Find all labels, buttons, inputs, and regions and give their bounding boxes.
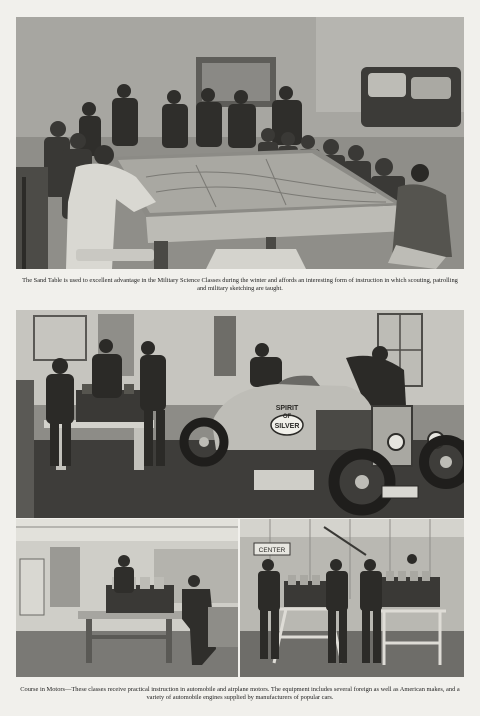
motors-workshop-drawing <box>16 310 464 518</box>
motors-workshop-photo <box>16 310 464 518</box>
engine-bench-photo-left <box>16 519 238 677</box>
sand-table-photo-drawing <box>16 17 464 269</box>
sand-table-photo <box>16 17 464 269</box>
car-hood-text-of: OF <box>282 414 292 420</box>
engine-bench-drawing-left <box>16 519 238 677</box>
engine-bench-drawing-right <box>240 519 464 677</box>
sand-table-caption: The Sand Table is used to excellent advantage in the Military Science Classes during the winter and affords an interesting form of instruction in which scouting, patrolling and military sketching are taught. <box>22 277 458 293</box>
car-hood-text-silver: SILVER <box>274 423 300 430</box>
engine-bench-photo-right <box>240 519 464 677</box>
car-hood-text-spirit: SPIRIT <box>275 405 299 412</box>
wall-sign-text: CENTER <box>258 547 286 554</box>
motors-caption: Course in Motors—These classes receive practical instruction in automobile and airplane motors. The equipment includes several foreign as well as American makes, and a variety of automobile engines supplied by manufacturers of popular cars. <box>20 686 460 702</box>
